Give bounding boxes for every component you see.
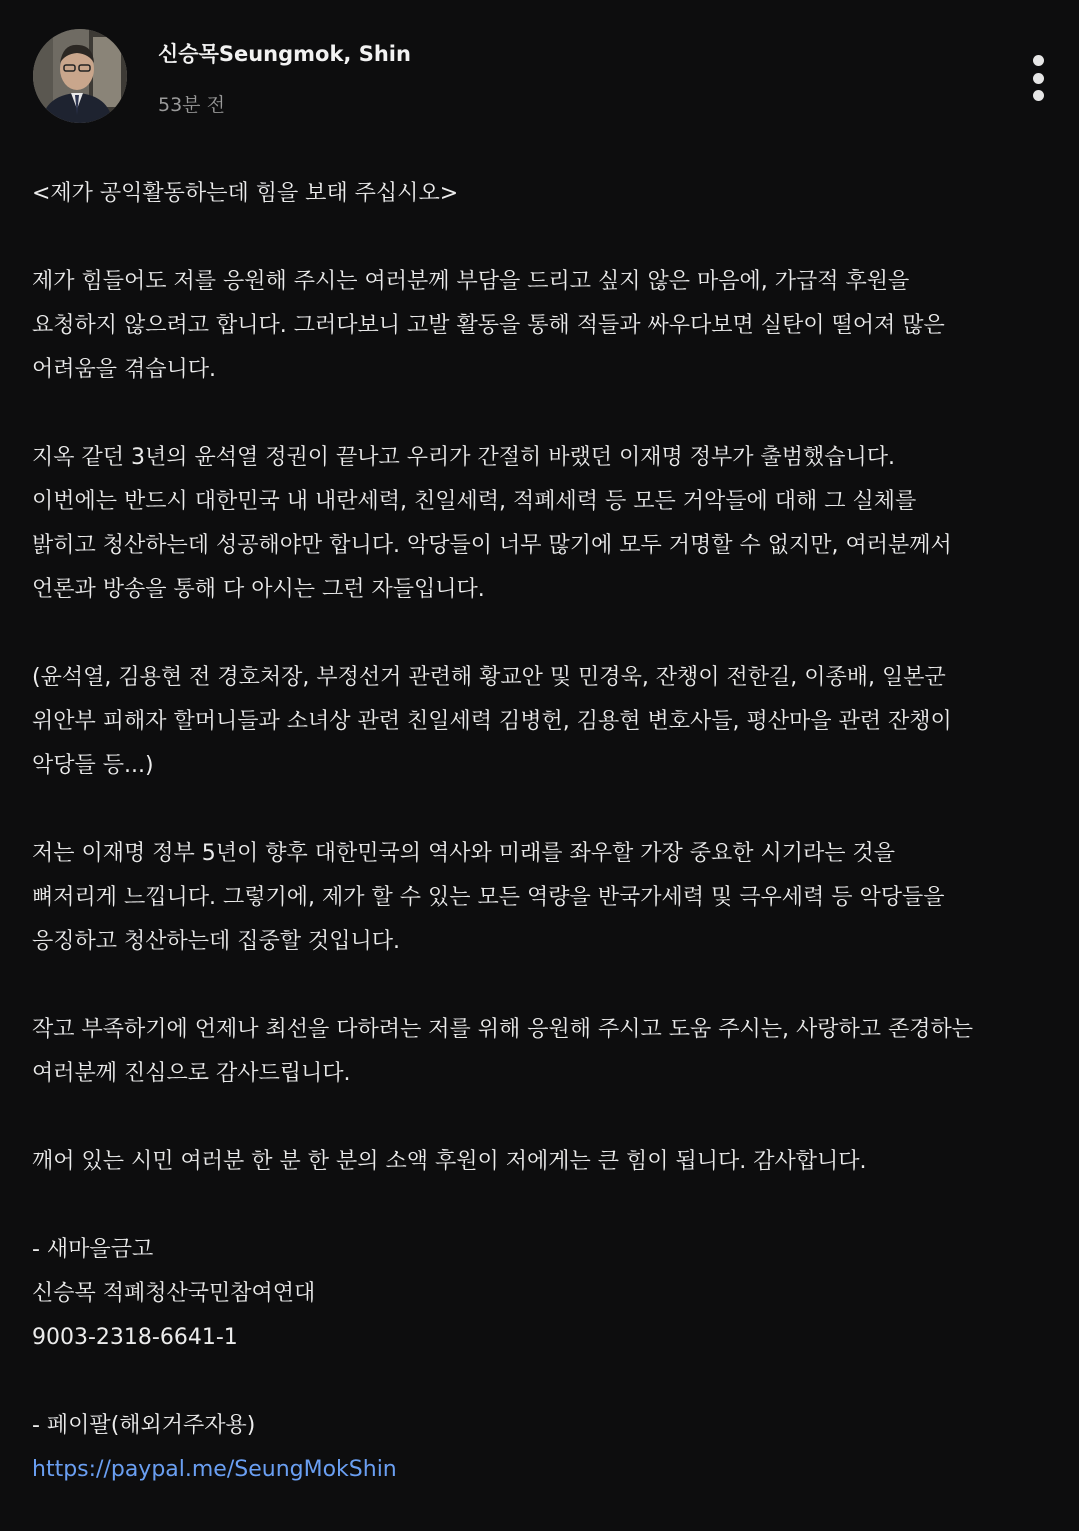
bank-label: - 새마을금고 [32,1237,154,1262]
text-line: 이번에는 반드시 대한민국 내 내란세력, 친일세력, 적폐세력 등 모든 거악들에 대해 그 실체를 [32,489,917,514]
post-header [0,0,1079,150]
text-line: 응징하고 청산하는데 집중할 것입니다. [32,929,401,954]
bank-info [32,1228,1042,1360]
paragraph-5 [32,1008,1042,1096]
text-line: 밝히고 청산하는데 성공해야만 합니다. 악당들이 너무 많기에 모두 거명할 수 없지만, 여러분께서 [32,533,952,558]
text-line: 제가 힘들어도 저를 응원해 주시는 여러분께 부담을 드리고 싶지 않은 마음에, 가급적 후원을 [32,269,910,294]
account-holder: 신승목 적폐청산국민참여연대 [32,1281,316,1306]
text-line: 지옥 같던 3년의 윤석열 정권이 끝나고 우리가 간절히 바랬던 이재명 정부가 출범했습니다. [32,445,895,470]
text-line: 요청하지 않으려고 합니다. 그러다보니 고발 활동을 통해 적들과 싸우다보면 실탄이 떨어져 많은 [32,313,945,338]
post-timestamp: 53분 전 [158,94,225,116]
paragraph-4 [32,832,1042,964]
paragraph-6: 깨어 있는 시민 여러분 한 분 한 분의 소액 후원이 저에게는 큰 힘이 됩니다. 감사합니다. [32,1149,867,1174]
paypal-info [32,1404,1042,1492]
vertical-ellipsis-icon [1033,90,1044,101]
author-name[interactable]: 신승목Seungmok, Shin [158,42,411,66]
more-options-button[interactable] [1018,50,1058,106]
text-line: 뼈저리게 느낍니다. 그렇기에, 제가 할 수 있는 모든 역량을 반국가세력 및 극우세력 등 악당들을 [32,885,945,910]
paragraph-3 [32,656,1042,788]
vertical-ellipsis-icon [1033,55,1044,66]
text-line: 저는 이재명 정부 5년이 향후 대한민국의 역사와 미래를 좌우할 가장 중요한 시기라는 것을 [32,841,895,866]
avatar[interactable] [33,29,127,123]
text-line: 위안부 피해자 할머니들과 소녀상 관련 친일세력 김병헌, 김용현 변호사들, 평산마을 관련 잔챙이 [32,709,952,734]
vertical-ellipsis-icon [1033,73,1044,84]
text-line: 악당들 등...) [32,753,154,778]
paragraph-2 [32,436,1042,612]
text-line: 언론과 방송을 통해 다 아시는 그런 자들입니다. [32,577,485,602]
post-title: <제가 공익활동하는데 힘을 보태 주십시오> [32,181,459,206]
avatar-photo-icon [33,29,127,123]
text-line: 어려움을 겪습니다. [32,357,217,382]
paypal-label: - 페이팔(해외거주자용) [32,1413,256,1438]
text-line: 여러분께 진심으로 감사드립니다. [32,1061,351,1086]
paypal-link[interactable]: https://paypal.me/SeungMokShin [32,1457,397,1482]
text-line: (윤석열, 김용현 전 경호처장, 부정선거 관련해 황교안 및 민경욱, 잔챙이 전한길, 이종배, 일본군 [32,665,946,690]
post-body [32,172,1042,1492]
text-line: 작고 부족하기에 언제나 최선을 다하려는 저를 위해 응원해 주시고 도움 주시는, 사랑하고 존경하는 [32,1017,973,1042]
paragraph-1 [32,260,1042,392]
account-number: 9003-2318-6641-1 [32,1325,238,1350]
